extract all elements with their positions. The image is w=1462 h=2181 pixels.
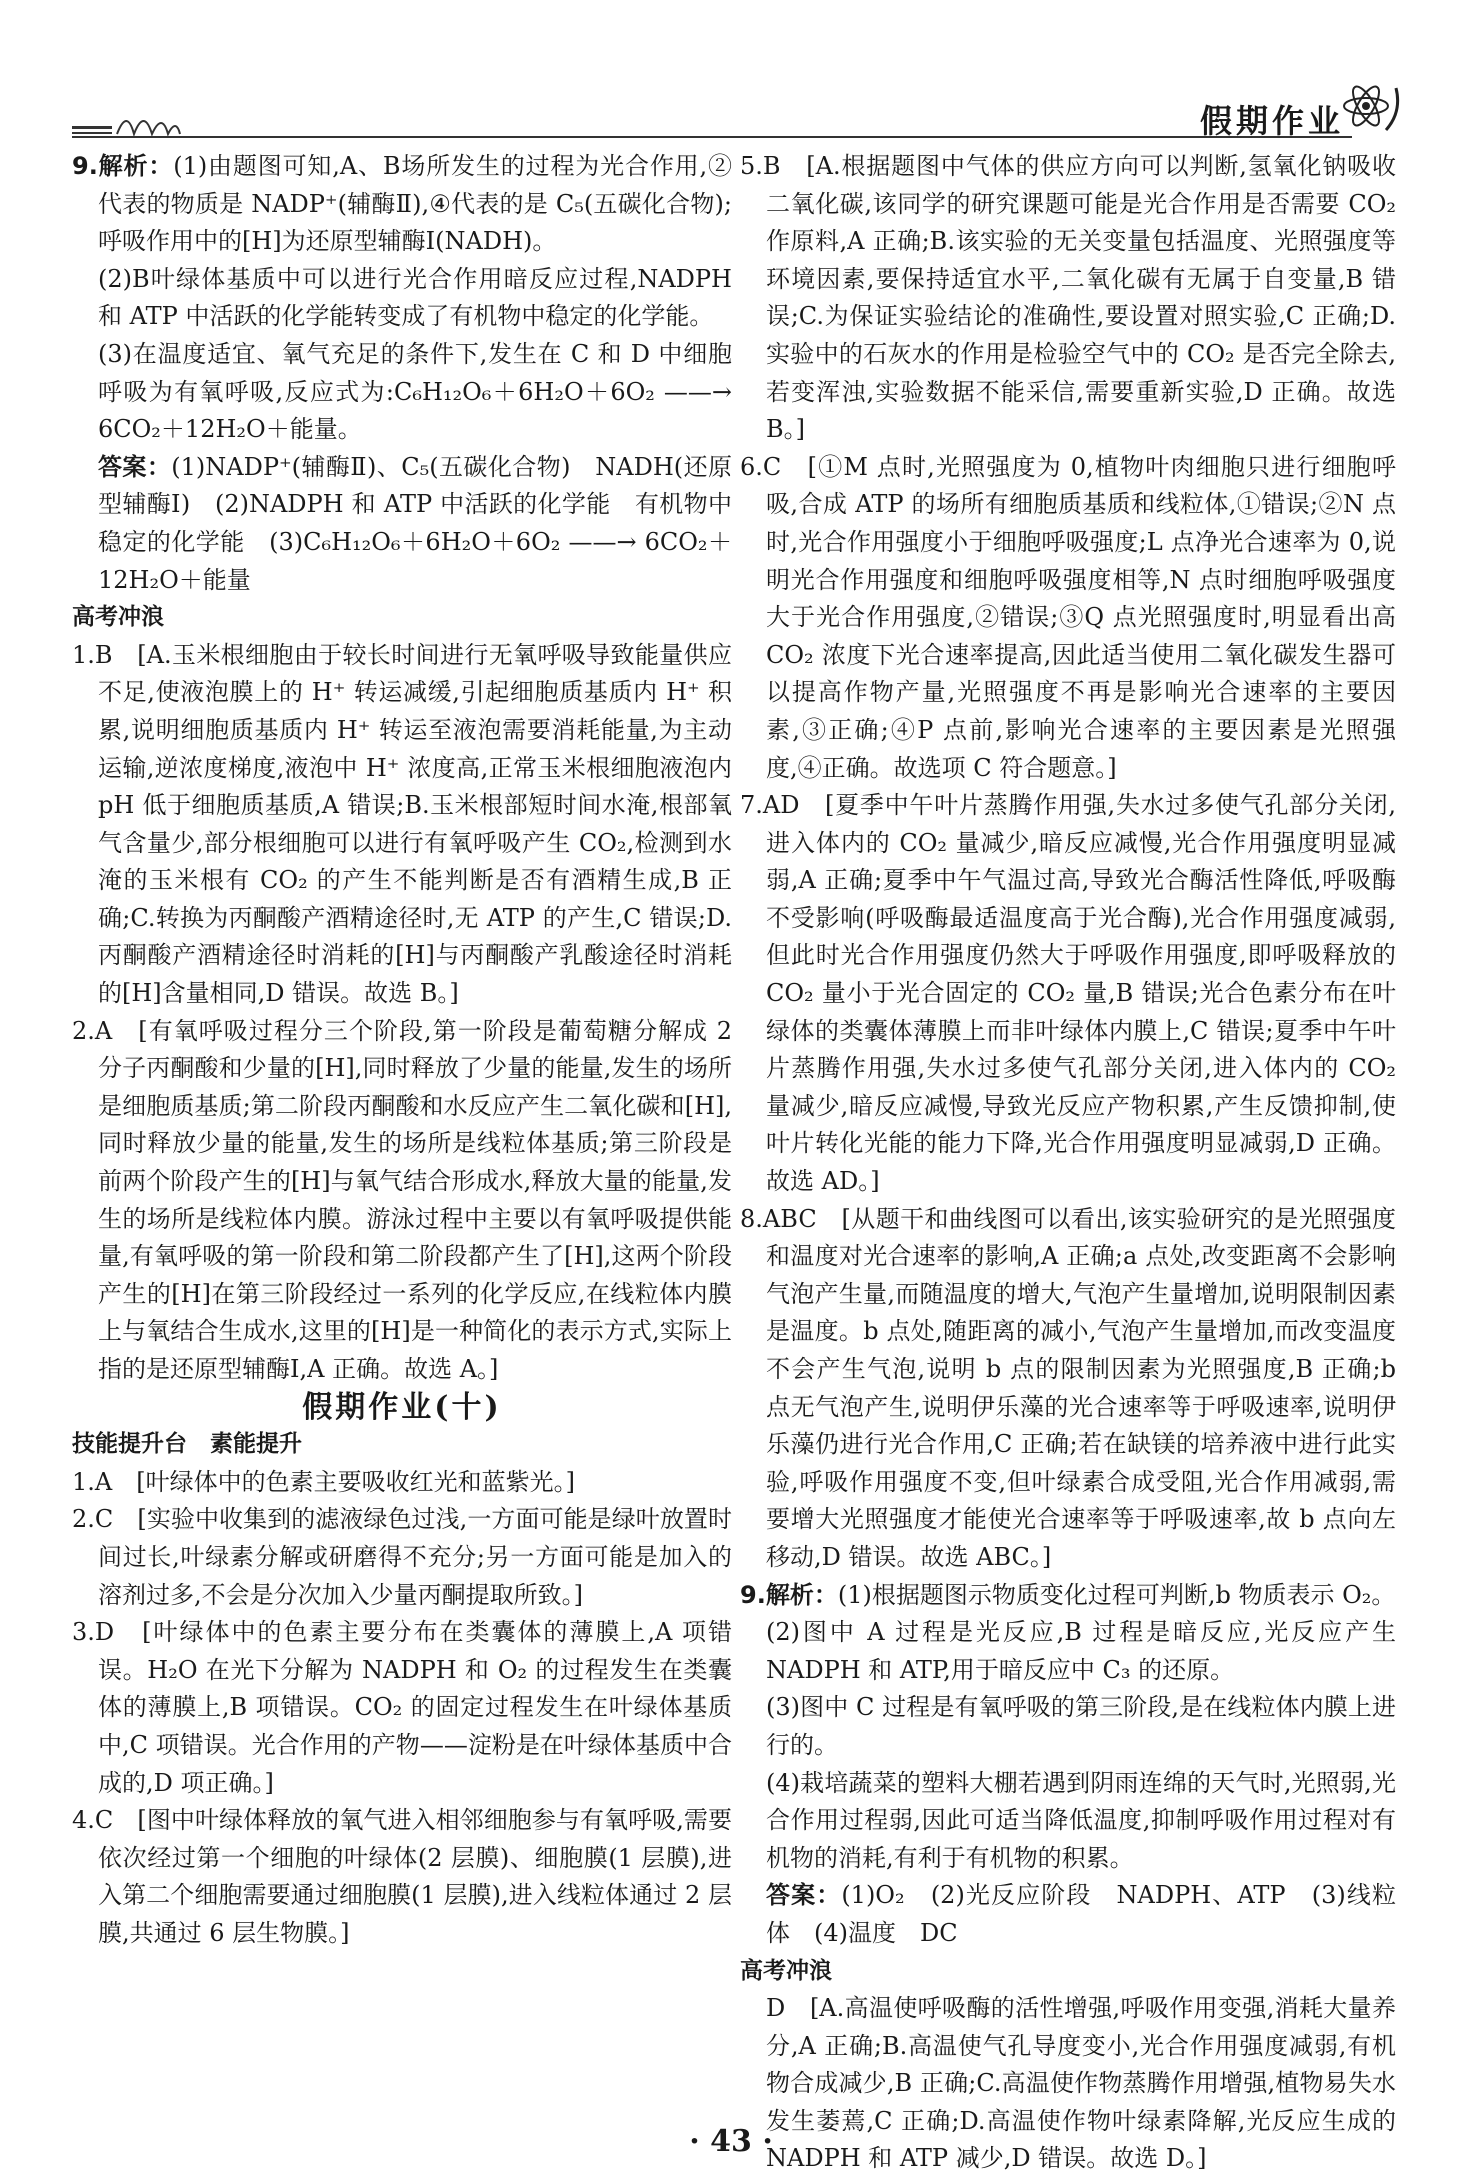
answer-text: (1)由题图可知,A、B场所发生的过程为光合作用,②代表的物质是 NADP⁺(辅酶Ⅱ),④代表的是 C₅(五碳化合物);呼吸作用中的[H]为还原型辅酶Ⅰ(NADH)。: [98, 152, 732, 256]
answer-paragraph: [72, 336, 732, 449]
answer-paragraph: [72, 637, 732, 1013]
section-heading: 技能提升台 素能提升: [72, 1431, 302, 1458]
answer-text: (3)在温度适宜、氧气充足的条件下,发生在 C 和 D 中细胞呼吸为有氧呼吸,反应式为:C₆H₁₂O₆＋6H₂O＋6O₂ ——→ 6CO₂＋12H₂O＋能量。: [98, 339, 732, 444]
answer-paragraph: [72, 1013, 732, 1389]
answer-paragraph: [72, 148, 732, 261]
answer-text: (2)B叶绿体基质中可以进行光合作用暗反应过程,NADPH 和 ATP 中活跃的化学能转变成了有机物中稳定的化学能。: [98, 264, 732, 331]
header-title: 假期作业: [1199, 102, 1344, 140]
answer-paragraph: [72, 1614, 732, 1802]
answer-paragraph: [740, 1577, 1396, 1615]
answer-paragraph: [72, 261, 732, 336]
section-heading: 高考冲浪: [72, 604, 164, 631]
answer-text: 2.A [有氧呼吸过程分三个阶段,第一阶段是葡萄糖分解成 2 分子丙酮酸和少量的[H],同时释放了少量的能量,发生的场所是细胞质基质;第二阶段丙酮酸和水反应产生二氧化碳和[H],同时释放少量的能量,发生的场所是线粒体基质;第三阶段是前两个阶段产生的[H]与氧气结合形成水,释放大量的能量,发生的场所是线粒体内膜。游泳过程中主要以有氧呼吸提供能量,有氧呼吸的第一阶段和第二阶段都产生了[H],这两个阶段产生的[H]在第三阶段经过一系列的化学反应,在线粒体内膜上与氧结合生成水,这里的[H]是一种简化的表示方式,实际上指的是还原型辅酶Ⅰ,A 正确。故选 A。]: [72, 1016, 732, 1383]
answer-text: (1)根据题图示物质变化过程可判断,b 物质表示 O₂。: [837, 1580, 1396, 1609]
answer-text: 7.AD [夏季中午叶片蒸腾作用强,失水过多使气孔部分关闭,进入体内的 CO₂ 量减少,暗反应减慢,光合作用强度明显减弱,A 正确;夏季中午气温过高,导致光合酶活性降低,呼吸酶不受影响(呼吸酶最适温度高于光合酶),光合作用强度减弱,但此时光合作用强度仍然大于呼吸作用强度,即呼吸释放的 CO₂ 量小于光合固定的 CO₂ 量,B 错误;光合色素分布在叶绿体的类囊体薄膜上而非叶绿体内膜上,C 错误;夏季中午叶片蒸腾作用强,失水过多使气孔部分关闭,进入体内的 CO₂ 量减少,暗反应减慢,导致光反应产物积累,产生反馈抑制,使叶片转化光能的能力下降,光合作用强度明显减弱,D 正确。故选 AD。]: [740, 791, 1396, 1196]
answer-text: 4.C [图中叶绿体释放的氧气进入相邻细胞参与有氧呼吸,需要依次经过第一个细胞的叶绿体(2 层膜)、细胞膜(1 层膜),进入第二个细胞需要通过细胞膜(1 层膜),进入线粒体通过 2 层膜,共通过 6 层生物膜。]: [72, 1806, 732, 1947]
answer-label: 答案：: [98, 452, 172, 481]
answer-paragraph: [740, 787, 1396, 1201]
answer-paragraph: [72, 449, 732, 599]
header-flourish: [72, 108, 182, 138]
answer-paragraph: [740, 148, 1396, 449]
answer-label: 9.解析：: [72, 152, 174, 180]
answer-paragraph: [72, 1464, 732, 1502]
answer-paragraph: [740, 1614, 1396, 1689]
right-column: [740, 148, 1396, 2178]
answer-text: (3)图中 C 过程是有氧呼吸的第三阶段,是在线粒体内膜上进行的。: [766, 1693, 1396, 1759]
answer-paragraph: [740, 1689, 1396, 1764]
answer-text: 2.C [实验中收集到的滤液绿色过浅,一方面可能是绿叶放置时间过长,叶绿素分解或研磨得不充分;另一方面可能是加入的溶剂过多,不会是分次加入少量丙酮提取所致。]: [72, 1505, 732, 1609]
answer-paragraph: [740, 1877, 1396, 1952]
answer-text: (1)NADP⁺(辅酶Ⅱ)、C₅(五碳化合物) NADH(还原型辅酶Ⅰ) (2)NADPH 和 ATP 中活跃的化学能 有机物中稳定的化学能 (3)C₆H₁₂O₆＋6H₂O＋6O₂ ——→ 6CO₂＋12H₂O＋能量: [98, 452, 732, 594]
answer-text: (4)栽培蔬菜的塑料大棚若遇到阴雨连绵的天气时,光照弱,光合作用过程弱,因此可适当降低温度,抑制呼吸作用过程对有机物的消耗,有利于有机物的积累。: [766, 1768, 1396, 1872]
answer-label: 答案：: [766, 1881, 842, 1910]
answer-text: (1)O₂ (2)光反应阶段 NADPH、ATP (3)线粒体 (4)温度 DC: [766, 1881, 1396, 1947]
atom-logo-icon: [1336, 70, 1406, 140]
answer-text: 1.A [叶绿体中的色素主要吸收红光和蓝紫光。]: [72, 1467, 575, 1496]
page-number: · 43 ·: [689, 2124, 773, 2159]
answer-paragraph: [740, 1201, 1396, 1577]
chapter-title: 假期作业(十): [302, 1389, 502, 1425]
answer-paragraph: [72, 1501, 732, 1614]
answer-paragraph: [740, 1765, 1396, 1878]
answer-paragraph: [740, 449, 1396, 787]
answer-text: (2)图中 A 过程是光反应,B 过程是暗反应,光反应产生 NADPH 和 ATP,用于暗反应中 C₃ 的还原。: [766, 1618, 1396, 1684]
section-heading: 高考冲浪: [740, 1957, 832, 1984]
header-rule: [72, 136, 1352, 138]
answer-label: 9.解析：: [740, 1580, 838, 1609]
left-column: [72, 148, 732, 1953]
answer-text: 1.B [A.玉米根细胞由于较长时间进行无氧呼吸导致能量供应不足,使液泡膜上的 H⁺ 转运减缓,引起细胞质基质内 H⁺ 积累,说明细胞质基质内 H⁺ 转运至液泡需要消耗能量,为主动运输,逆浓度梯度,液泡中 H⁺ 浓度高,正常玉米根细胞液泡内 pH 低于细胞质基质,A 错误;B.玉米根部短时间水淹,根部氧气含量少,部分根细胞可以进行有氧呼吸产生 CO₂,检测到水淹的玉米根有 CO₂ 的产生不能判断是否有酒精生成,B 正确;C.转换为丙酮酸产酒精途径时,无 ATP 的产生,C 错误;D.丙酮酸产酒精途径时消耗的[H]与丙酮酸产乳酸途径时消耗的[H]含量相同,D 错误。故选 B。]: [72, 640, 732, 1008]
answer-paragraph: [72, 1802, 732, 1952]
answer-text: 3.D [叶绿体中的色素主要分布在类囊体的薄膜上,A 项错误。H₂O 在光下分解为 NADPH 和 O₂ 的过程发生在类囊体的薄膜上,B 项错误。CO₂ 的固定过程发生在叶绿体基质中,C 项错误。光合作用的产物——淀粉是在叶绿体基质中合成的,D 项正确。]: [72, 1618, 732, 1797]
answer-text: D [A.高温使呼吸酶的活性增强,呼吸作用变强,消耗大量养分,A 正确;B.高温使气孔导度变小,光合作用强度减弱,有机物合成减少,B 正确;C.高温使作物蒸腾作用增强,植物易失水发生萎蔫,C 正确;D.高温使作物叶绿素降解,光反应生成的 NADPH 和 ATP 减少,D 错误。故选 D。]: [766, 1994, 1396, 2173]
answer-text: 6.C [①M 点时,光照强度为 0,植物叶肉细胞只进行细胞呼吸,合成 ATP 的场所有细胞质基质和线粒体,①错误;②N 点时,光合作用强度小于细胞呼吸强度;L 点净光合速率为 0,说明光合作用强度和细胞呼吸强度相等,N 点时细胞呼吸强度大于光合作用强度,②错误;③Q 点光照强度时,明显看出高 CO₂ 浓度下光合速率提高,因此适当使用二氧化碳发生器可以提高作物产量,光照强度不再是影响光合速率的主要因素,③正确;④P 点前,影响光合速率的主要因素是光照强度,④正确。故选项 C 符合题意。]: [740, 452, 1396, 782]
answer-text: 8.ABC [从题干和曲线图可以看出,该实验研究的是光照强度和温度对光合速率的影响,A 正确;a 点处,改变距离不会影响气泡产生量,而随温度的增大,气泡产生量增加,说明限制因素是温度。b 点处,随距离的减小,气泡产生量增加,而改变温度不会产生气泡,说明 b 点的限制因素为光照强度,B 正确;b 点无气泡产生,说明伊乐藻的光合速率等于呼吸速率,说明伊乐藻仍进行光合作用,C 正确;若在缺镁的培养液中进行此实验,呼吸作用强度不变,但叶绿素合成受阻,光合作用减弱,需要增大光照强度才能使光合速率等于呼吸速率,故 b 点向左移动,D 错误。故选 ABC。]: [740, 1204, 1396, 1571]
answer-text: 5.B [A.根据题图中气体的供应方向可以判断,氢氧化钠吸收二氧化碳,该同学的研究课题可能是光合作用是否需要 CO₂ 作原料,A 正确;B.该实验的无关变量包括温度、光照强度等环境因素,要保持适宜水平,二氧化碳有无属于自变量,B 错误;C.为保证实验结论的准确性,要设置对照实验,C 正确;D.实验中的石灰水的作用是检验空气中的 CO₂ 是否完全除去,若变浑浊,实验数据不能采信,需要重新实验,D 正确。故选 B。]: [740, 152, 1396, 444]
